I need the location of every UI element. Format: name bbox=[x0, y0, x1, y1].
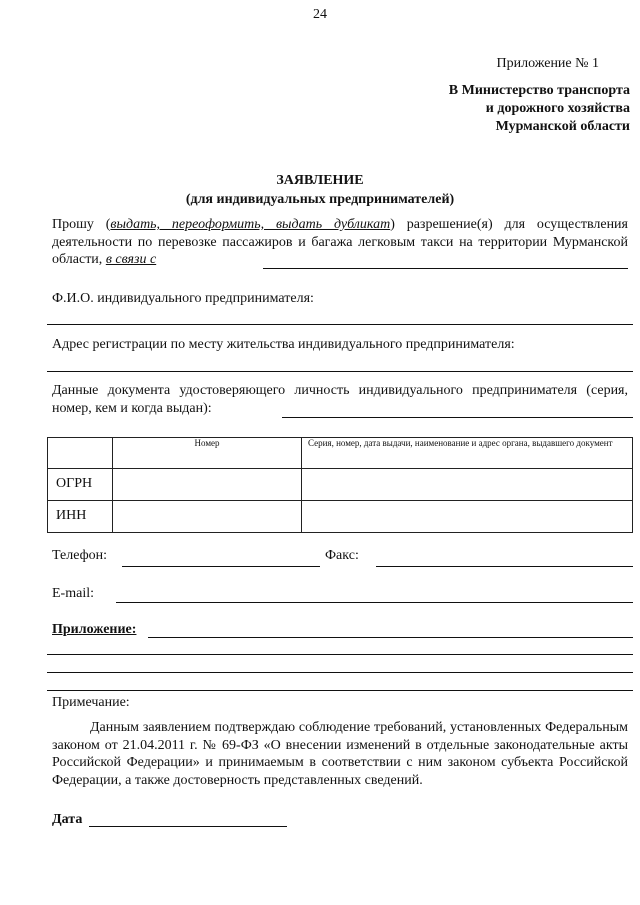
fax-label: Факс: bbox=[325, 548, 359, 563]
request-paragraph bbox=[52, 216, 628, 272]
id-doc-input-line[interactable] bbox=[282, 417, 633, 418]
reason-label: в связи с bbox=[105, 252, 157, 267]
fio-input-line[interactable] bbox=[47, 324, 633, 325]
inn-number-cell[interactable] bbox=[113, 501, 302, 533]
inn-label: ИНН bbox=[48, 501, 113, 533]
request-middle: ) разрешение(я) для осуществления деятельности по перевозке пассажиров и багажа легковым такси на территории Мурманской области, bbox=[52, 217, 628, 267]
attachment-input-line-2[interactable] bbox=[47, 654, 633, 655]
email-input-line[interactable] bbox=[116, 602, 633, 603]
table-row bbox=[48, 501, 633, 533]
date-label: Дата bbox=[52, 812, 83, 827]
attachment-input-line-4[interactable] bbox=[47, 690, 633, 691]
attachment-input-line-1[interactable] bbox=[148, 637, 633, 638]
table-header-empty bbox=[48, 438, 113, 469]
addressee-line-1: В Министерство транспорта bbox=[448, 83, 630, 98]
note-text: Данным заявлением подтверждаю соблюдение требований, установленных Федеральным законом от 21.04.2011 г. № 69-ФЗ «О внесении изменений в отдельные законодательные акты Российской Федерации» и принимаемым в соответствии с ним законом субъекта Российской Федерации, а также достоверность представленных сведений. bbox=[52, 720, 628, 788]
addressee bbox=[449, 82, 630, 136]
appendix-label: Приложение № 1 bbox=[496, 56, 599, 71]
phone-label: Телефон: bbox=[52, 548, 108, 563]
note-label: Примечание: bbox=[52, 695, 130, 710]
address-label: Адрес регистрации по месту жительства индивидуального предпринимателя: bbox=[52, 337, 515, 352]
addressee-line-2: и дорожного хозяйства bbox=[485, 101, 630, 116]
registration-table bbox=[47, 437, 633, 533]
page-number: 24 bbox=[313, 7, 327, 22]
address-input-line[interactable] bbox=[47, 371, 633, 372]
phone-input-line[interactable] bbox=[122, 566, 320, 567]
addressee-line-3: Мурманской области bbox=[495, 119, 630, 134]
table-row bbox=[48, 469, 633, 501]
reason-input-line[interactable] bbox=[263, 268, 628, 269]
attachment-input-line-3[interactable] bbox=[47, 672, 633, 673]
request-options: выдать, переоформить, выдать дубликат bbox=[110, 217, 391, 232]
email-label: E-mail: bbox=[52, 586, 94, 601]
document-subtitle: (для индивидуальных предпринимателей) bbox=[185, 192, 455, 207]
ogrn-number-cell[interactable] bbox=[113, 469, 302, 501]
fax-input-line[interactable] bbox=[376, 566, 633, 567]
request-prefix: Прошу ( bbox=[52, 217, 111, 232]
fio-label: Ф.И.О. индивидуального предпринимателя: bbox=[52, 291, 314, 306]
table-header-number: Номер bbox=[113, 438, 302, 469]
ogrn-details-cell[interactable] bbox=[302, 469, 633, 501]
inn-details-cell[interactable] bbox=[302, 501, 633, 533]
attachment-label: Приложение: bbox=[52, 622, 137, 637]
table-header-row bbox=[48, 438, 633, 469]
date-input-line[interactable] bbox=[89, 826, 287, 827]
id-doc-label: Данные документа удостоверяющего личность индивидуального предпринимателя (серия, номер, кем и когда выдан): bbox=[52, 383, 628, 416]
ogrn-label: ОГРН bbox=[48, 469, 113, 501]
document-title: ЗАЯВЛЕНИЕ bbox=[276, 173, 364, 188]
table-header-details: Серия, номер, дата выдачи, наименование и адрес органа, выдавшего документ bbox=[302, 438, 633, 469]
